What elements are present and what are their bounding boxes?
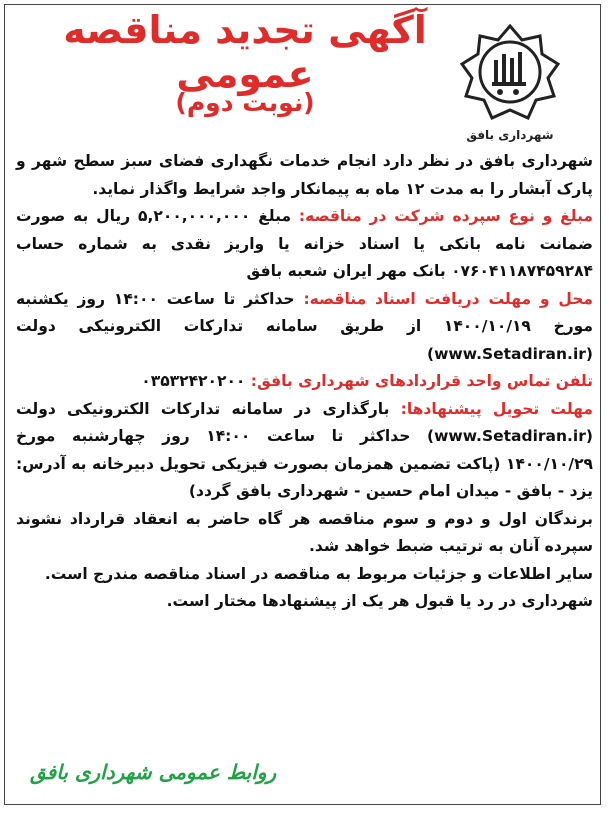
- deposit-section: [16, 203, 593, 286]
- deadline-text: بارگذاری در سامانه تدارکات الکترونیکی دولت (www.Setadiran.ir) حداکثر تا ساعت ۱۴:۰۰ روز چهارشنبه مورخ ۱۴۰۰/۱۰/۲۹ (پاکت تضمین همزمان بصورت فیزیکی تحویل دبیرخانه به آدرس: یزد - بافق - میدان امام حسین - شهرداری بافق گردد): [16, 399, 593, 500]
- municipality-logo: [455, 22, 565, 142]
- documents-section: [16, 286, 593, 369]
- notice-subtitle: (نوبت دوم): [175, 88, 315, 117]
- deposit-label: مبلغ و نوع سپرده شرکت در مناقصه:: [298, 207, 593, 225]
- documents-text: حداکثر تا ساعت ۱۴:۰۰ روز یکشنبه مورخ ۱۴۰۰/۱۰/۱۹ از طریق سامانه تدارکات الکترونیکی دولت (www.Setadiran.ir): [16, 289, 593, 363]
- deadline-label: مهلت تحویل پیشنهادها:: [400, 399, 593, 418]
- deposit-text: مبلغ ۵,۲۰۰,۰۰۰,۰۰۰ ریال به صورت ضمانت نامه بانکی یا اسناد خزانه یا واریز نقدی به شماره حساب ۰۷۶۰۴۱۱۸۷۴۵۹۲۸۴ بانک مهر ایران شعبه بافق: [16, 207, 593, 280]
- notice-title: آگهی تجدید مناقصه عمومی: [63, 8, 427, 96]
- bafgh-emblem-icon: [458, 22, 562, 126]
- phone-label: تلفن تماس واحد قراردادهای شهرداری بافق:: [250, 372, 593, 390]
- logo-caption: شهرداری بافق: [466, 128, 554, 142]
- deadline-section: [16, 396, 593, 506]
- documents-label: محل و مهلت دریافت اسناد مناقصه:: [303, 289, 593, 308]
- info-paragraph: سایر اطلاعات و جزئیات مربوط به مناقصه در اسناد مناقصه مندرج است.: [44, 564, 593, 583]
- winners-paragraph: برندگان اول و دوم و سوم مناقصه هر گاه حاضر به انعقاد قرارداد نشوند سپرده آنان به ترتیب ضبط خواهد شد.: [16, 509, 593, 555]
- intro-paragraph: شهرداری بافق در نظر دارد انجام خدمات نگهداری فضای سبز سطح شهر و پارک آبشار را به مدت ۱۲ ماه به پیمانکار واجد شرایط واگذار نماید.: [16, 152, 593, 198]
- phone-text: ۰۳۵۳۲۴۲۰۲۰۰: [141, 372, 251, 390]
- phone-section: [16, 368, 593, 396]
- public-relations-signature: روابط عمومی شهرداری بافق: [30, 760, 277, 784]
- rights-paragraph: شهرداری در رد یا قبول هر یک از پیشنهادها مختار است.: [166, 592, 593, 610]
- notice-body: [16, 148, 593, 616]
